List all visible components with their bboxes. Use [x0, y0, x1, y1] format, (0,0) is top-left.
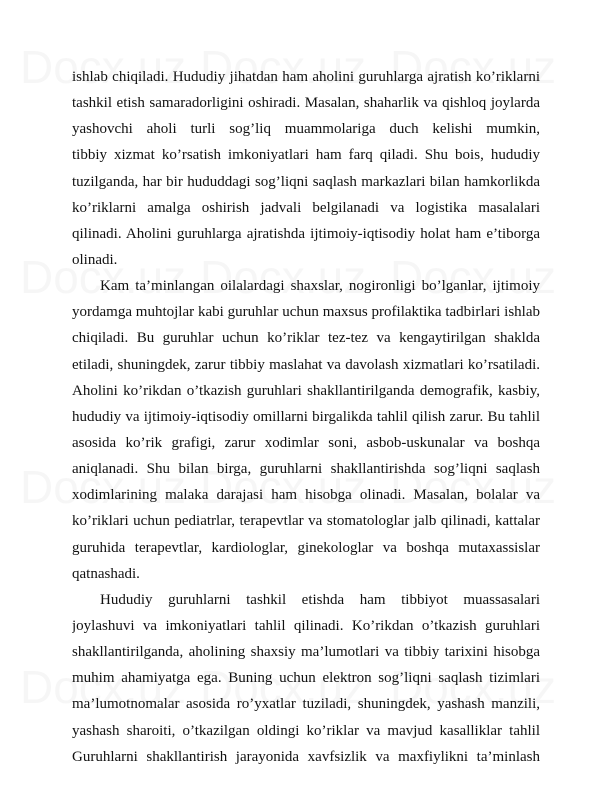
text-line: tashkil etish samaradorligini oshiradi. Masalan, shaharlik va qishloq joylarda [72, 95, 540, 112]
text-line: yashovchi aholi turli sog’liq muammolariga duch kelishi mumkin, [72, 121, 540, 138]
text-line: guruhida terapevtlar, kardiologlar, ginekologlar va boshqa mutaxassislar [72, 539, 540, 556]
text-line: Kam ta’minlangan oilalardagi shaxslar, nogironligi bo’lganlar, ijtimoiy [100, 278, 540, 295]
text-line: ma’lumotnomalar asosida ro’yxatlar tuziladi, shuningdek, yashash manzili, [72, 696, 540, 713]
text-line: ishlab chiqiladi. Hududiy jihatdan ham aholini guruhlarga ajratish ko’riklarni [72, 69, 540, 85]
text-line: shakllantirilganda, aholining shaxsiy ma’lumotlari va tibbiy tarixini hisobga [72, 644, 540, 661]
text-line: tibbiy xizmat ko’rsatish imkoniyatlari ham farq qiladi. Shu bois, hududiy [72, 147, 540, 164]
text-line: muhim ahamiyatga ega. Buning uchun elektron sog’liqni saqlash tizimlari [72, 670, 540, 687]
paragraph [72, 273, 540, 587]
text-line: chiqiladi. Bu guruhlar uchun ko’riklar tez-tez va kengaytirilgan shaklda [72, 330, 540, 347]
text-line: tuzilganda, har bir hududdagi sog’liqni saqlash markazlari bilan hamkorlikda [72, 173, 540, 190]
paragraph [72, 64, 540, 273]
text-line: hududiy va ijtimoiy-iqtisodiy omillarni birgalikda tahlil qilish zarur. Bu tahlil [72, 408, 540, 425]
text-line: yashash sharoiti, o’tkazilgan oldingi ko’riklar va mavjud kasalliklar tahlil [72, 722, 540, 739]
text-line: xodimlarining malaka darajasi ham hisobga olinadi. Masalan, bolalar va [72, 487, 540, 504]
text-line: ko’riklarni amalga oshirish jadvali belgilanadi va logistika masalalari [72, 199, 540, 216]
text-line: ko’riklari uchun pediatrlar, terapevtlar va stomatologlar jalb qilinadi, kattalar [72, 513, 540, 530]
text-line: Aholini ko’rikdan o’tkazish guruhlari shakllantirilganda demografik, kasbiy, [72, 382, 540, 399]
text-line: aniqlanadi. Shu bilan birga, guruhlarni shakllantirishda sog’liqni saqlash [72, 461, 540, 478]
text-line: qatnashadi. [72, 565, 140, 582]
text-line: yordamga muhtojlar kabi guruhlar uchun maxsus profilaktika tadbirlari ishlab [72, 304, 540, 321]
text-line: Guruhlarni shakllantirish jarayonida xavfsizlik va maxfiylikni ta’minlash [72, 748, 540, 765]
text-line: joylashuvi va imkoniyatlari tahlil qilinadi. Ko’rikdan o’tkazish guruhlari [72, 617, 540, 634]
paragraph [72, 587, 540, 770]
document-body [72, 64, 540, 770]
text-line: olinadi. [72, 251, 118, 268]
text-line: qilinadi. Aholini guruhlarga ajratishda ijtimoiy-iqtisodiy holat ham e’tiborga [72, 225, 540, 242]
text-line: asosida ko’rik grafigi, zarur xodimlar soni, asbob-uskunalar va boshqa [72, 434, 540, 451]
text-line: etiladi, shuningdek, zarur tibbiy maslahat va davolash xizmatlari ko’rsatiladi. [72, 356, 540, 373]
text-line: Hududiy guruhlarni tashkil etishda ham tibbiyot muassasalari [100, 591, 540, 608]
